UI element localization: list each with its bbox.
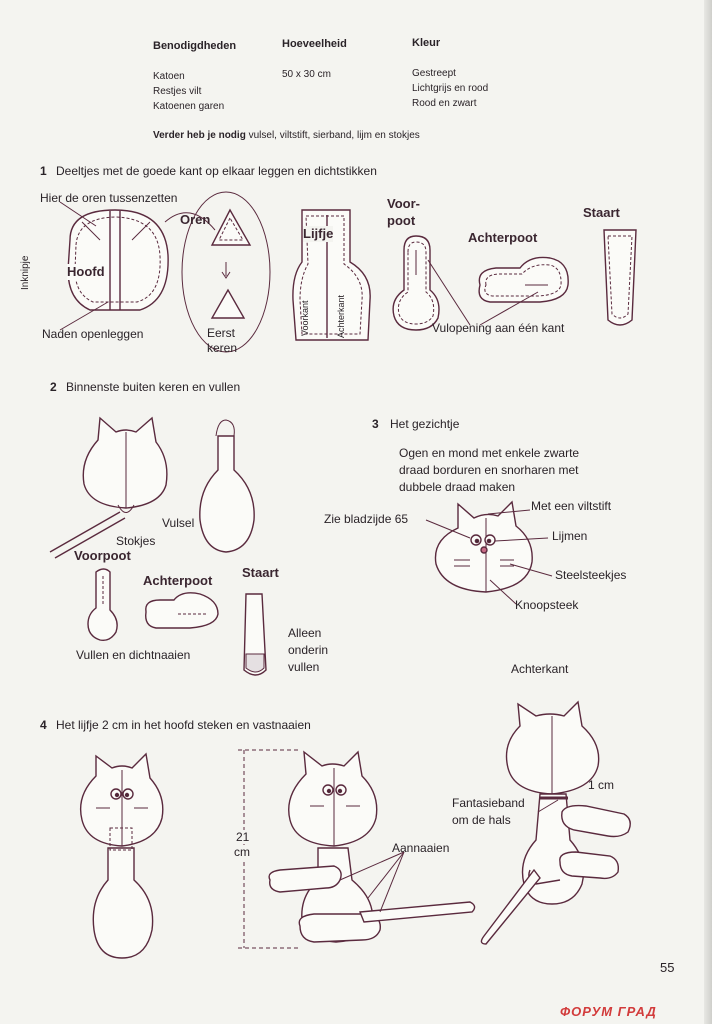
label-om-de-hals: om de hals [452, 813, 511, 827]
label-achterpoot-2: Achterpoot [143, 573, 213, 588]
label-naden: Naden openleggen [42, 327, 144, 341]
page-number: 55 [660, 960, 675, 975]
label-fantasieband: Fantasieband [452, 796, 525, 810]
label-stokjes: Stokjes [116, 534, 156, 548]
label-height-number: 21 [236, 830, 250, 844]
label-lijfje: Lijfje [303, 226, 334, 241]
label-vulsel: Vulsel [162, 516, 195, 530]
quantity-katoen: 50 x 30 cm [282, 69, 331, 80]
label-knoopsteek: Knoopsteek [515, 598, 579, 612]
label-vullen: vullen [288, 660, 320, 674]
color-1: Gestreept [412, 68, 456, 79]
step3-title: Het gezichtje [390, 417, 460, 431]
label-zie-bladzijde: Zie bladzijde 65 [324, 512, 409, 526]
label-voorpoot: Voor- poot [387, 196, 420, 228]
label-achterpoot: Achterpoot [468, 230, 538, 245]
material-vilt: Restjes vilt [153, 86, 202, 97]
color-2: Lichtgrijs en rood [412, 83, 489, 94]
label-onderin: onderin [288, 643, 329, 657]
step3-desc-3: dubbele draad maken [399, 480, 516, 494]
label-viltstift: Met een viltstift [531, 499, 612, 513]
header-benodigdheden: Benodigdheden [153, 40, 237, 52]
tail-piece-illustration [604, 230, 636, 325]
face-illustration [426, 502, 552, 604]
assembly-head-body-illustration [81, 754, 163, 958]
label-one-cm: 1 cm [588, 778, 615, 792]
material-katoen: Katoen [153, 71, 185, 82]
hind-paw-stuffed-illustration [146, 593, 218, 628]
step4-number: 4 [40, 718, 47, 732]
tail-stuffed-illustration [244, 594, 266, 675]
step1-number: 1 [40, 164, 47, 178]
label-vulopening: Vulopening aan één kant [432, 321, 565, 335]
label-vullen-dichtnaaien: Vullen en dichtnaaien [76, 648, 191, 662]
label-ears-between: Hier de oren tussenzetten [40, 191, 178, 205]
step3-desc-1: Ogen en mond met enkele zwarte [399, 446, 580, 460]
hind-paw-piece-illustration [479, 257, 568, 302]
label-eerst: Eerst [207, 326, 236, 340]
small-paw-illustration [88, 569, 117, 640]
color-3: Rood en zwart [412, 98, 477, 109]
label-alleen: Alleen [288, 626, 322, 640]
watermark: ФОРУМ ГРАД [560, 1004, 657, 1019]
step1-title: Deeltjes met de goede kant op elkaar leggen en dichtstikken [56, 164, 377, 178]
body-stuffed-illustration [200, 420, 254, 552]
step2-title: Binnenste buiten keren en vullen [66, 380, 241, 394]
label-oren: Oren [180, 212, 211, 227]
material-garen: Katoenen garen [153, 101, 225, 112]
label-staart: Staart [583, 205, 620, 220]
label-achterkant: Achterkant [336, 294, 346, 338]
header-hoeveelheid: Hoeveelheid [282, 38, 347, 50]
label-achterkant-view: Achterkant [511, 662, 569, 676]
label-keren: keren [207, 341, 238, 355]
extra-materials-bold: Verder heb je nodig [153, 130, 246, 141]
header-kleur: Kleur [412, 37, 441, 49]
label-voorpoot-2: Voorpoot [74, 548, 131, 563]
extra-materials-text: vulsel, viltstift, sierband, lijm en stokjes [248, 130, 420, 141]
label-hoofd: Hoofd [67, 264, 105, 279]
front-paw-piece-illustration [393, 236, 439, 330]
label-aannaaien: Aannaaien [392, 841, 450, 855]
label-staart-2: Staart [242, 565, 279, 580]
step4-title: Het lijfje 2 cm in het hoofd steken en vastnaaien [56, 718, 311, 732]
step3-number: 3 [372, 417, 379, 431]
label-lijmen: Lijmen [552, 529, 588, 543]
step2-number: 2 [50, 380, 57, 394]
step3-desc-2: draad borduren en snorharen met [399, 463, 579, 477]
label-voorkant: Voorkant [300, 300, 310, 336]
label-inknipje: Inknipje [20, 255, 31, 290]
label-steelsteekjes: Steelsteekjes [555, 568, 627, 582]
label-height-unit: cm [234, 845, 250, 859]
